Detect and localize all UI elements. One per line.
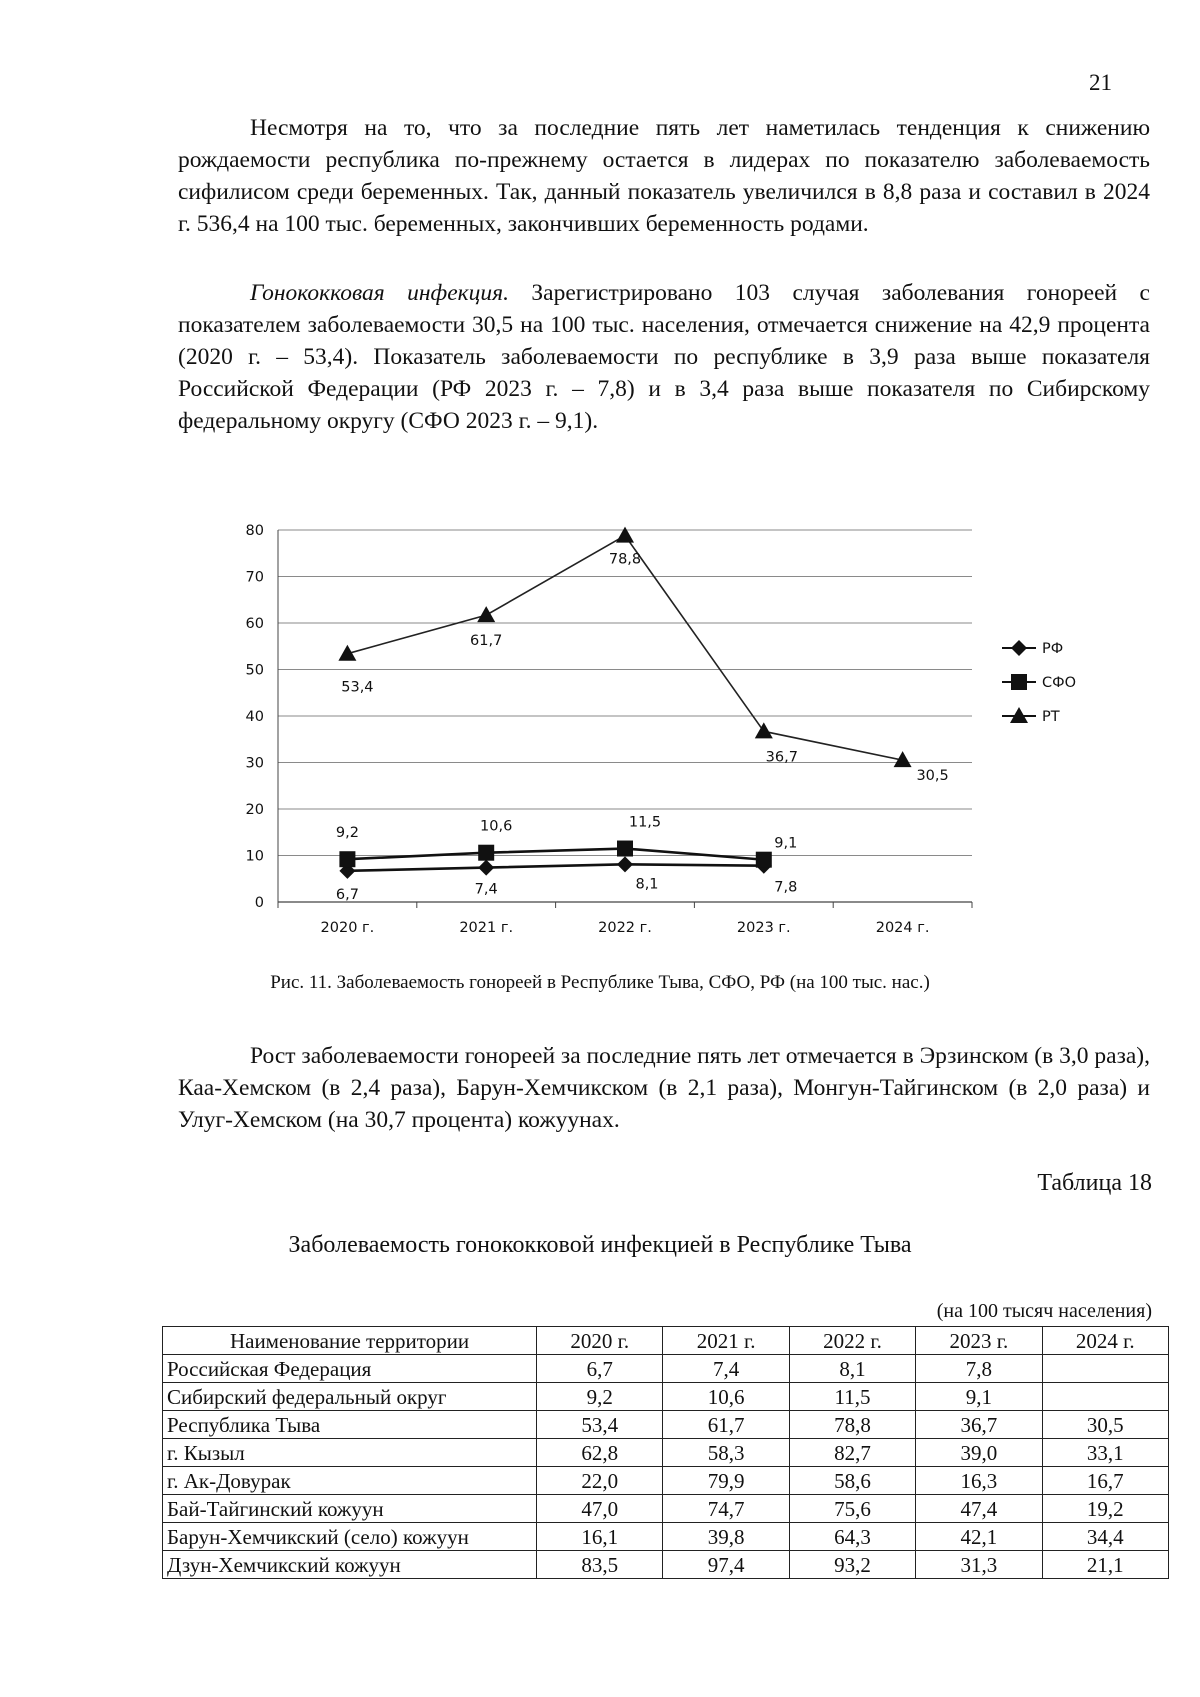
table-row [163, 1411, 1169, 1439]
cell-territory: Дзун-Хемчикский кожуун [163, 1551, 537, 1579]
data-label-РФ: 8,1 [635, 876, 659, 893]
header-territory: Наименование территории [163, 1327, 537, 1355]
table-header-row [163, 1327, 1169, 1355]
point-РТ [616, 527, 634, 543]
cell-value: 78,8 [789, 1411, 915, 1439]
header-2022: 2022 г. [789, 1327, 915, 1355]
data-label-РТ: 30,5 [916, 768, 949, 785]
cell-territory: г. Ак-Довурак [163, 1467, 537, 1495]
point-РТ [755, 722, 773, 738]
gonorrhea-line-chart [220, 512, 1120, 970]
table-row [163, 1355, 1169, 1383]
cell-territory: Барун-Хемчикский (село) кожуун [163, 1523, 537, 1551]
table-label: Таблица 18 [1037, 1170, 1152, 1196]
paragraph-2-text [178, 277, 1150, 437]
table-row [163, 1467, 1169, 1495]
series-line-РТ [347, 536, 902, 761]
cell-value: 8,1 [789, 1355, 915, 1383]
cell-value: 16,1 [537, 1523, 663, 1551]
cell-value: 34,4 [1042, 1523, 1168, 1551]
data-label-СФО: 11,5 [628, 814, 662, 831]
series-line-СФО [347, 849, 763, 860]
cell-value: 39,0 [916, 1439, 1042, 1467]
y-tick-label: 70 [245, 569, 264, 586]
header-2020: 2020 г. [537, 1327, 663, 1355]
x-tick-label: 2023 г. [736, 920, 791, 936]
y-tick-label: 50 [245, 662, 264, 679]
cell-value: 47,4 [916, 1495, 1042, 1523]
data-label-РФ: 7,4 [474, 881, 498, 898]
table-unit: (на 100 тысяч населения) [936, 1300, 1152, 1322]
data-label-СФО: 9,1 [774, 835, 798, 852]
point-РФ [478, 860, 494, 876]
cell-value: 7,4 [663, 1355, 789, 1383]
point-СФО [617, 841, 633, 857]
cell-territory: Российская Федерация [163, 1355, 537, 1383]
cell-value: 97,4 [663, 1551, 789, 1579]
table-title: Заболеваемость гонококковой инфекцией в Республике Тыва [288, 1232, 912, 1258]
incidence-table [162, 1326, 1169, 1579]
table-row [163, 1523, 1169, 1551]
y-tick-label: 60 [245, 616, 264, 632]
cell-value [1042, 1383, 1168, 1411]
cell-value: 9,2 [537, 1383, 663, 1411]
cell-value: 47,0 [537, 1495, 663, 1523]
cell-value: 33,1 [1042, 1439, 1168, 1467]
series-line-РФ [347, 864, 763, 871]
cell-value: 64,3 [789, 1523, 915, 1551]
point-РФ [617, 856, 633, 872]
cell-value: 53,4 [537, 1411, 663, 1439]
table-row [163, 1495, 1169, 1523]
cell-value: 22,0 [537, 1467, 663, 1495]
cell-value: 36,7 [916, 1411, 1042, 1439]
cell-value: 42,1 [916, 1523, 1042, 1551]
cell-value: 83,5 [537, 1551, 663, 1579]
paragraph-gonococcal [178, 277, 1150, 437]
table-row [163, 1551, 1169, 1579]
data-label-СФО: 10,6 [480, 818, 513, 835]
y-tick-label: 80 [245, 523, 264, 539]
cell-territory: Сибирский федеральный округ [163, 1383, 537, 1411]
cell-value: 30,5 [1042, 1411, 1168, 1439]
legend-marker [1011, 640, 1027, 656]
data-label-РТ: 78,8 [608, 551, 642, 568]
x-tick-label: 2021 г. [459, 920, 514, 936]
table-row [163, 1439, 1169, 1467]
cell-value: 58,6 [789, 1467, 915, 1495]
cell-value [1042, 1355, 1168, 1383]
x-tick-label: 2020 г. [320, 920, 375, 936]
cell-value: 39,8 [663, 1523, 789, 1551]
cell-value: 19,2 [1042, 1495, 1168, 1523]
legend-label: СФО [1042, 675, 1077, 691]
cell-value: 58,3 [663, 1439, 789, 1467]
data-label-РФ: 6,7 [335, 886, 359, 903]
y-tick-label: 10 [245, 848, 264, 865]
cell-value: 31,3 [916, 1551, 1042, 1579]
cell-value: 16,3 [916, 1467, 1042, 1495]
cell-value: 21,1 [1042, 1551, 1168, 1579]
point-СФО [478, 845, 494, 861]
cell-value: 10,6 [663, 1383, 789, 1411]
data-label-РТ: 53,4 [341, 679, 374, 696]
cell-value: 62,8 [537, 1439, 663, 1467]
x-tick-label: 2022 г. [598, 920, 652, 936]
cell-value: 9,1 [916, 1383, 1042, 1411]
data-label-РТ: 61,7 [470, 633, 503, 650]
legend-label: РФ [1042, 641, 1064, 657]
paragraph-syphilis [178, 112, 1150, 240]
cell-value: 79,9 [663, 1467, 789, 1495]
y-tick-label: 20 [245, 802, 264, 818]
data-label-РФ: 7,8 [774, 879, 798, 896]
paragraph-3-text: Рост заболеваемости гонореей за последние пять лет отмечается в Эрзинском (в 3,0 раза), Каа-Хемском (в 2,4 раза), Барун-Хемчикском (в 2,1 раза), Монгун-Тайгинском (в 2,0 раза) и Улуг-Хемском (на 30,7 процента) кожуунах. [178, 1043, 1150, 1133]
cell-territory: Бай-Тайгинский кожуун [163, 1495, 537, 1523]
x-tick-label: 2024 г. [875, 920, 930, 936]
header-2024: 2024 г. [1042, 1327, 1168, 1355]
point-СФО [756, 852, 772, 868]
paragraph-2-body: Зарегистрировано 103 случая заболевания гонореей с показателем заболеваемости 30,5 на 100 тыс. населения, отмечается снижение на 42,9 процента (2020 г. – 53,4). Показатель заболеваемости по республике в 3,9 раза выше показателя Российской Федерации (РФ 2023 г. – 7,8) и в 3,4 раза выше показателя по Сибирскому федеральному округу (СФО 2023 г. – 9,1). [178, 280, 1150, 434]
data-label-СФО: 9,2 [335, 825, 359, 842]
page-number: 21 [1089, 70, 1112, 95]
y-tick-label: 40 [245, 709, 264, 725]
header-2021: 2021 г. [663, 1327, 789, 1355]
y-tick-label: 30 [245, 755, 264, 772]
cell-value: 75,6 [789, 1495, 915, 1523]
cell-value: 61,7 [663, 1411, 789, 1439]
figure-caption: Рис. 11. Заболеваемость гонореей в Республике Тыва, СФО, РФ (на 100 тыс. нас.) [270, 972, 930, 993]
cell-value: 82,7 [789, 1439, 915, 1467]
point-СФО [339, 851, 355, 867]
cell-territory: Республика Тыва [163, 1411, 537, 1439]
chart-canvas [220, 512, 1120, 970]
legend-marker [1011, 674, 1027, 690]
cell-value: 6,7 [537, 1355, 663, 1383]
data-label-РТ: 36,7 [765, 749, 798, 766]
cell-value: 74,7 [663, 1495, 789, 1523]
cell-value: 93,2 [789, 1551, 915, 1579]
table-row [163, 1383, 1169, 1411]
cell-territory: г. Кызыл [163, 1439, 537, 1467]
paragraph-1-text: Несмотря на то, что за последние пять лет наметилась тенденция к снижению рождаемости республика по-прежнему остается в лидерах по показателю заболеваемость сифилисом среди беременных. Так, данный показатель увеличился в 8,8 раза и составил в 2024 г. 536,4 на 100 тыс. беременных, закончивших беременность родами. [178, 115, 1150, 237]
cell-value: 7,8 [916, 1355, 1042, 1383]
cell-value: 16,7 [1042, 1467, 1168, 1495]
point-РТ [477, 606, 495, 622]
legend-label: РТ [1042, 709, 1060, 725]
cell-value: 11,5 [789, 1383, 915, 1411]
y-tick-label: 0 [254, 895, 264, 911]
paragraph-2-lead: Гонококковая инфекция. [250, 280, 509, 306]
paragraph-growth [178, 1040, 1150, 1136]
header-2023: 2023 г. [916, 1327, 1042, 1355]
